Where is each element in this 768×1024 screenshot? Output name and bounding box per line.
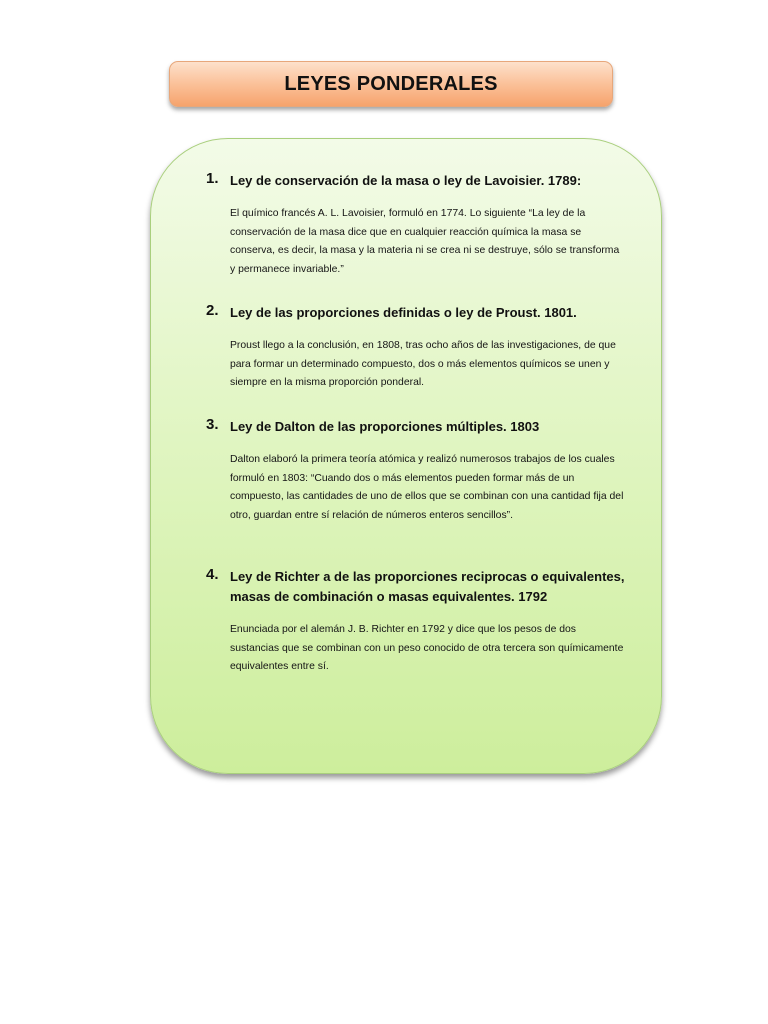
law-number: 1. [206,170,219,187]
law-item-lavoisier [151,171,661,279]
law-item-dalton [151,417,661,525]
law-item-proust [151,303,661,393]
title-banner [169,61,613,107]
laws-card [150,138,662,774]
law-description: Proust llego a la conclusión, en 1808, tras ocho años de las investigaciones, de que para formar un determinado compuesto, dos o más elementos químicos se unen y siempre en la misma proporción ponderal. [230,340,616,388]
law-number: 2. [206,302,219,319]
law-title: Ley de las proporciones definidas o ley de Proust. 1801. [230,305,577,320]
law-description: Dalton elaboró la primera teoría atómica y realizó numerosos trabajos de los cuales formuló en 1803: “Cuando dos o más elementos pueden formar más de un compuesto, las cantidades de uno de ellos que se combinan con una cantidad fija del otro, guardan entre sí relación de números enteros sencillos”. [230,454,624,521]
law-number: 4. [206,566,219,583]
law-description: El químico francés A. L. Lavoisier, formuló en 1774. Lo siguiente “La ley de la conservación de la masa dice que en cualquier reacción química la masa se conserva, es decir, la masa y la materia ni se crea ni se destruye, sólo se transforma y permanece invariable.” [230,208,620,275]
law-item-richter [151,567,661,677]
law-title: Ley de Richter a de las proporciones reciprocas o equivalentes, masas de combinación o masas equivalentes. 1792 [230,569,625,604]
law-title: Ley de conservación de la masa o ley de Lavoisier. 1789: [230,173,582,188]
law-description: Enunciada por el alemán J. B. Richter en 1792 y dice que los pesos de dos sustancias que se combinan con un peso conocido de otra tercera son químicamente equivalentes entre sí. [230,624,624,672]
page-title: LEYES PONDERALES [284,72,498,95]
law-number: 3. [206,416,219,433]
law-title: Ley de Dalton de las proporciones múltiples. 1803 [230,419,540,434]
